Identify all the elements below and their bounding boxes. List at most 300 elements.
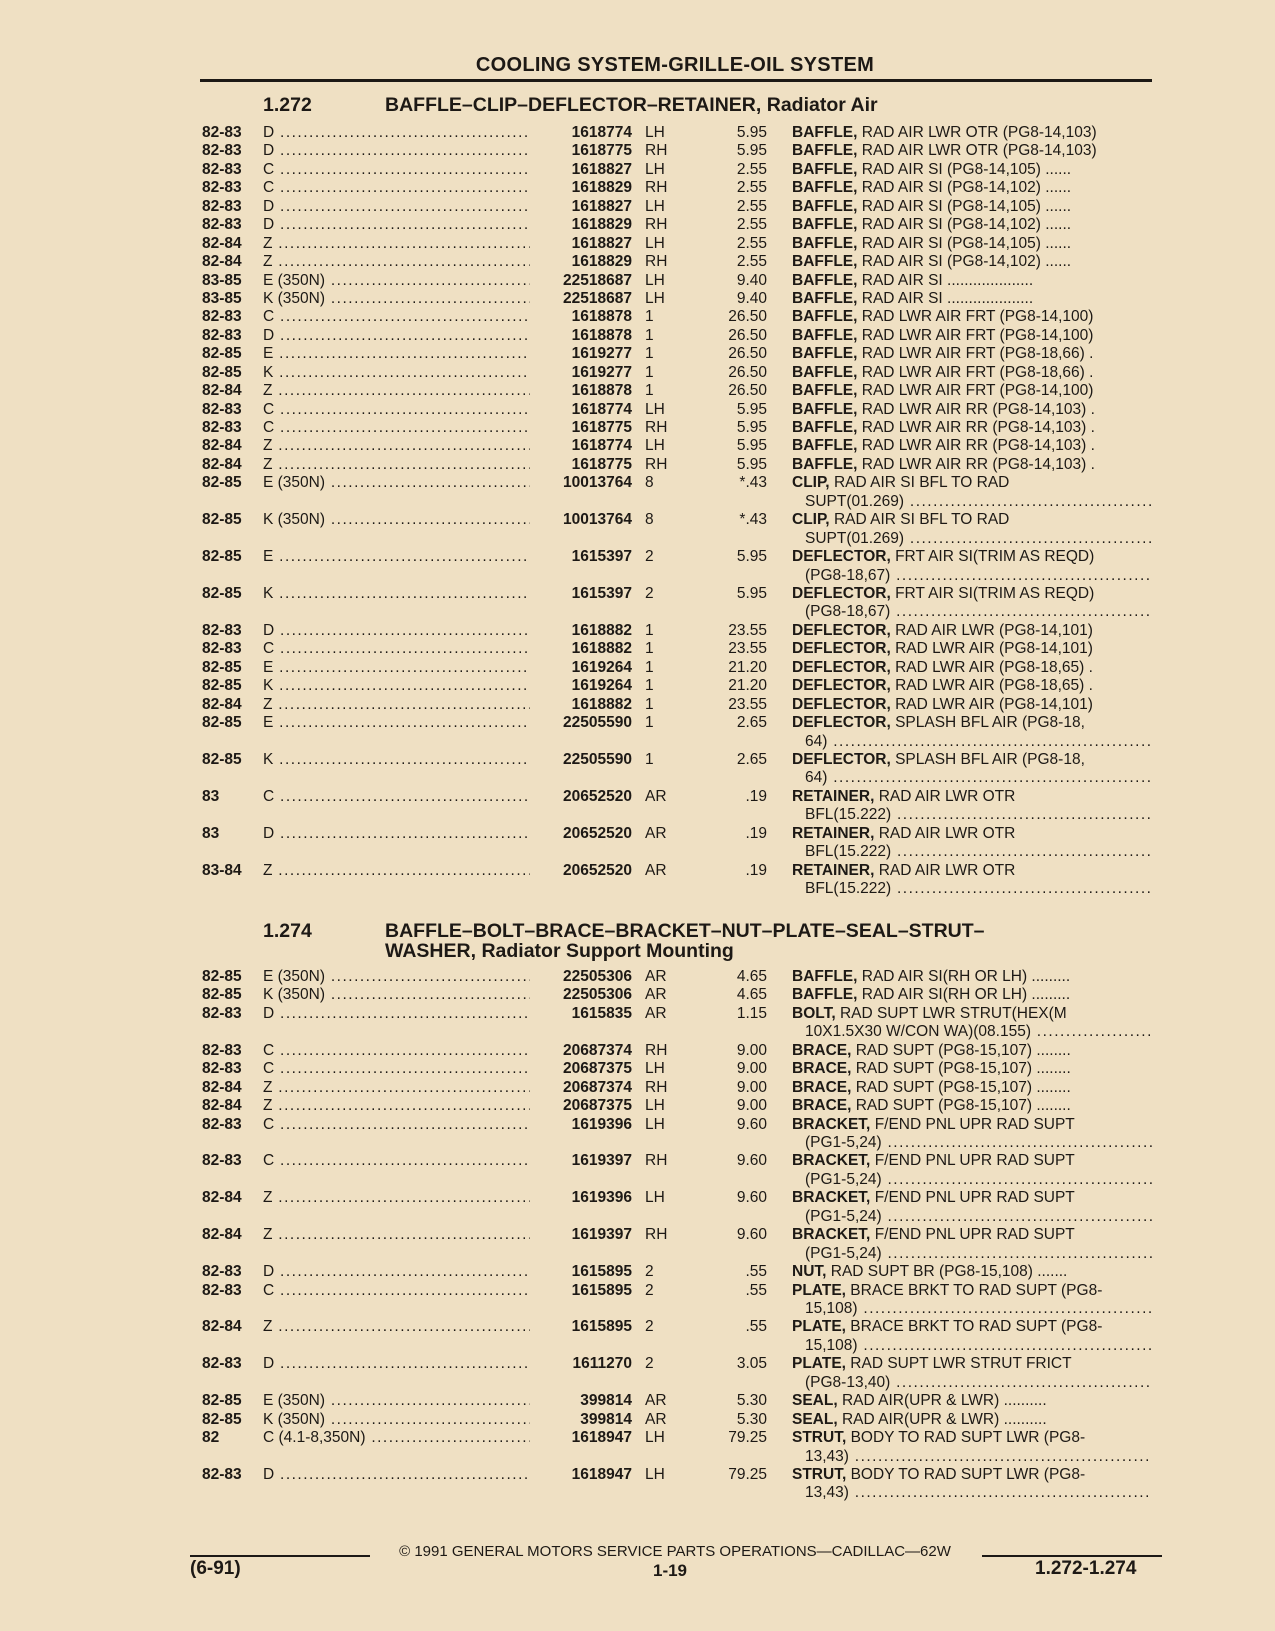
- part-name: BAFFLE,: [792, 345, 858, 363]
- part-description: [792, 548, 1152, 585]
- part-description: [792, 1429, 1152, 1466]
- part-row: [0, 161, 1275, 179]
- part-row: [0, 308, 1275, 326]
- price: 26.50: [728, 382, 767, 400]
- part-number: 10013764: [563, 511, 632, 529]
- part-name: BAFFLE,: [792, 253, 858, 271]
- part-number: 1619396: [571, 1115, 632, 1133]
- description-line-1: [792, 1097, 1071, 1114]
- part-name: BRACKET,: [792, 1189, 871, 1207]
- description-text: F/END PNL UPR RAD SUPT: [874, 1226, 1075, 1244]
- part-row: [0, 474, 1275, 511]
- part-description: [792, 862, 1152, 899]
- section-number: 1.272: [263, 94, 312, 116]
- part-number: 1618775: [571, 142, 632, 160]
- description-line-1: [792, 1079, 1071, 1096]
- part-name: NUT,: [792, 1263, 827, 1281]
- body-style: Z .....: [263, 862, 530, 880]
- body-style: E .....: [263, 548, 530, 566]
- part-name: RETAINER,: [792, 861, 875, 879]
- body-style: K (350N) .....: [263, 986, 530, 1004]
- year-range: 82-83: [202, 160, 242, 178]
- description-line-1: [792, 548, 1094, 565]
- part-name: BAFFLE,: [792, 124, 858, 141]
- part-name: DEFLECTOR,: [792, 695, 891, 713]
- part-number: 1615397: [571, 584, 632, 602]
- description-text: RAD AIR SI (PG8-14,102) ......: [861, 253, 1072, 271]
- part-description: [792, 1466, 1152, 1503]
- part-name: BAFFLE,: [792, 455, 858, 473]
- part-description: [792, 437, 1152, 455]
- part-description: [792, 585, 1152, 622]
- quantity: LH: [645, 1189, 665, 1207]
- description-text: RAD LWR AIR RR (PG8-14,103) .: [861, 400, 1095, 418]
- part-row: [0, 1079, 1275, 1097]
- part-name: CLIP,: [792, 511, 830, 529]
- quantity: LH: [645, 289, 665, 307]
- part-description: [792, 1152, 1152, 1189]
- body-style: D .....: [263, 1355, 530, 1373]
- part-number: 1611270: [572, 1355, 632, 1373]
- part-description: [792, 677, 1152, 695]
- part-name: DEFLECTOR,: [792, 584, 891, 602]
- part-name: BAFFLE,: [792, 289, 858, 307]
- price: .19: [745, 824, 767, 842]
- description-line-1: [792, 235, 1071, 252]
- quantity: RH: [645, 419, 668, 436]
- price: *.43: [739, 474, 767, 492]
- year-range: 82-85: [202, 511, 242, 529]
- year-range: 82-85: [202, 986, 242, 1004]
- part-number: 1618774: [571, 400, 632, 418]
- section-title-text: BAFFLE–CLIP–DEFLECTOR–RETAINER,: [385, 94, 762, 116]
- quantity: 1: [645, 677, 654, 695]
- year-range: 82-84: [202, 382, 242, 400]
- quantity: 1: [645, 714, 654, 732]
- price: 5.95: [736, 455, 767, 473]
- year-range: 82-85: [202, 345, 242, 363]
- description-line-1: [792, 437, 1095, 454]
- quantity: RH: [645, 1226, 668, 1244]
- price: 9.60: [736, 1189, 767, 1207]
- section-subtitle: Radiator Support Mounting: [481, 940, 734, 962]
- body-style: E (350N) .....: [263, 474, 530, 492]
- part-row: [0, 788, 1275, 825]
- part-number: 1615895: [571, 1281, 632, 1299]
- description-line-1: [792, 640, 1093, 657]
- year-range: 82-85: [202, 658, 242, 676]
- quantity: 1: [645, 621, 654, 639]
- part-number: 1619264: [571, 677, 632, 695]
- part-description: [792, 1189, 1152, 1226]
- part-number: 22505590: [563, 750, 632, 768]
- price: 2.55: [736, 179, 767, 197]
- year-range: 83-85: [202, 289, 242, 307]
- part-name: BAFFLE,: [792, 216, 858, 234]
- description-line-1: [792, 308, 1093, 325]
- part-row: [0, 456, 1275, 474]
- part-row: [0, 1005, 1275, 1042]
- body-style: C .....: [263, 179, 530, 197]
- quantity: LH: [645, 437, 665, 455]
- body-style: C (4.1-8,350N) .....: [263, 1429, 530, 1447]
- part-number: 1618882: [571, 640, 632, 658]
- part-name: BAFFLE,: [792, 271, 858, 289]
- footer-rule-right: [982, 1555, 1162, 1557]
- part-description: [792, 1226, 1152, 1263]
- description-line-2: 13,43) .....: [792, 1484, 1152, 1502]
- part-row: [0, 1466, 1275, 1503]
- year-range: 83-85: [202, 271, 242, 289]
- description-text: F/END PNL UPR RAD SUPT: [874, 1115, 1075, 1133]
- part-description: [792, 1411, 1152, 1429]
- part-row: [0, 548, 1275, 585]
- section-title: [385, 921, 1145, 961]
- part-number: 22505306: [563, 968, 632, 985]
- body-style: C .....: [263, 1152, 530, 1170]
- year-range: 82-83: [202, 1004, 242, 1022]
- body-style: D .....: [263, 142, 530, 160]
- part-row: [0, 696, 1275, 714]
- price: 9.00: [736, 1041, 767, 1059]
- body-style: Z .....: [263, 235, 530, 253]
- year-range: 82-84: [202, 234, 242, 252]
- part-number: 20687375: [563, 1060, 632, 1078]
- part-number: 1618774: [571, 437, 632, 455]
- description-text: RAD LWR AIR FRT (PG8-18,66) .: [861, 363, 1094, 381]
- body-style: E .....: [263, 345, 530, 363]
- part-number: 1615895: [571, 1263, 632, 1281]
- part-row: [0, 272, 1275, 290]
- description-text: RAD AIR SI ....................: [861, 289, 1034, 307]
- part-name: PLATE,: [792, 1318, 846, 1336]
- description-line-1: [792, 1392, 1047, 1409]
- part-number: 1619277: [571, 345, 632, 363]
- body-style: K (350N) .....: [263, 290, 530, 308]
- year-range: 82-83: [202, 124, 242, 141]
- description-text: RAD LWR AIR RR (PG8-14,103) .: [861, 437, 1095, 455]
- description-text: RAD AIR SI(RH OR LH) .........: [861, 986, 1071, 1004]
- price: 23.55: [728, 695, 767, 713]
- description-line-1: [792, 1042, 1071, 1059]
- section-title-text-2: WASHER,: [385, 940, 477, 962]
- description-line-2: 10X1.5X30 W/CON WA)(08.155) .....: [792, 1023, 1152, 1041]
- description-text: SPLASH BFL AIR (PG8-18,: [895, 750, 1085, 768]
- description-line-2: 15,108) .....: [792, 1337, 1152, 1355]
- body-style: K (350N) .....: [263, 1411, 530, 1429]
- part-name: BAFFLE,: [792, 160, 858, 178]
- price: 9.00: [736, 1097, 767, 1115]
- description-line-1: [792, 714, 1085, 731]
- part-description: [792, 474, 1152, 511]
- description-line-1: [792, 419, 1095, 436]
- part-number: 22518687: [563, 289, 632, 307]
- part-number: 20687374: [563, 1041, 632, 1059]
- price: 9.60: [736, 1115, 767, 1133]
- part-name: BAFFLE,: [792, 197, 858, 215]
- page-header-title: COOLING SYSTEM-GRILLE-OIL SYSTEM: [475, 54, 875, 76]
- part-description: [792, 968, 1152, 986]
- part-description: [792, 1005, 1152, 1042]
- description-text: RAD AIR SI ....................: [861, 271, 1034, 289]
- year-range: 82-84: [202, 455, 242, 473]
- description-text: RAD AIR SI (PG8-14,102) ......: [861, 216, 1072, 234]
- body-style: D .....: [263, 1005, 530, 1023]
- description-line-1: [792, 272, 1033, 289]
- description-text: RAD LWR AIR RR (PG8-14,103) .: [861, 455, 1095, 473]
- description-text: RAD AIR(UPR & LWR) ..........: [841, 1392, 1047, 1410]
- part-row: [0, 345, 1275, 363]
- part-description: [792, 640, 1152, 658]
- part-row: [0, 327, 1275, 345]
- description-line-2: SUPT(01.269) .....: [792, 493, 1152, 511]
- quantity: LH: [645, 1465, 665, 1483]
- body-style: K .....: [263, 364, 530, 382]
- year-range: 82-83: [202, 1263, 242, 1281]
- description-text: F/END PNL UPR RAD SUPT: [874, 1152, 1075, 1170]
- description-text: RAD AIR LWR OTR: [878, 824, 1016, 842]
- description-text: RAD AIR LWR OTR (PG8-14,103): [861, 124, 1097, 141]
- description-text: BODY TO RAD SUPT LWR (PG8-: [850, 1429, 1086, 1447]
- part-description: [792, 751, 1152, 788]
- part-number: 1618775: [571, 455, 632, 473]
- year-range: 82-83: [202, 621, 242, 639]
- price: 26.50: [728, 363, 767, 381]
- part-number: 1619397: [571, 1226, 632, 1244]
- year-range: 82-84: [202, 1097, 242, 1115]
- description-line-1: [792, 622, 1093, 639]
- quantity: AR: [645, 787, 667, 805]
- body-style: Z .....: [263, 456, 530, 474]
- year-range: 82-84: [202, 253, 242, 271]
- part-name: DEFLECTOR,: [792, 548, 891, 566]
- part-description: [792, 1079, 1152, 1097]
- body-style: C .....: [263, 1116, 530, 1134]
- part-number: 1618882: [571, 621, 632, 639]
- part-number: 1618947: [571, 1465, 632, 1483]
- section-subtitle: Radiator Air: [766, 94, 878, 116]
- part-number: 1619397: [571, 1152, 632, 1170]
- description-line-2: 15,108) .....: [792, 1300, 1152, 1318]
- description-line-2: (PG8-18,67) .....: [792, 603, 1152, 621]
- body-style: Z .....: [263, 1318, 530, 1336]
- description-line-1: [792, 179, 1071, 196]
- body-style: E .....: [263, 659, 530, 677]
- part-number: 1618878: [571, 308, 632, 326]
- description-text: RAD SUPT (PG8-15,107) ........: [855, 1078, 1071, 1096]
- part-row: [0, 1152, 1275, 1189]
- part-description: [792, 253, 1152, 271]
- year-range: 83-84: [202, 861, 242, 879]
- part-row: [0, 290, 1275, 308]
- description-line-1: [792, 862, 1015, 879]
- description-text: RAD LWR AIR (PG8-18,65) .: [895, 658, 1093, 676]
- part-row: [0, 714, 1275, 751]
- part-number: 1618775: [571, 419, 632, 436]
- price: .19: [745, 861, 767, 879]
- part-number: 20687375: [563, 1097, 632, 1115]
- part-row: [0, 401, 1275, 419]
- part-description: [792, 235, 1152, 253]
- quantity: 1: [645, 695, 654, 713]
- price: 9.00: [736, 1060, 767, 1078]
- part-number: 22505590: [563, 714, 632, 732]
- section-title-text: BAFFLE–BOLT–BRACE–BRACKET–NUT–PLATE–SEAL–STRUT–: [385, 920, 985, 942]
- part-name: DEFLECTOR,: [792, 714, 891, 732]
- description-text: FRT AIR SI(TRIM AS REQD): [895, 548, 1095, 566]
- part-row: [0, 1392, 1275, 1410]
- description-text: RAD AIR SI (PG8-14,102) ......: [861, 179, 1072, 197]
- body-style: Z .....: [263, 382, 530, 400]
- part-name: STRUT,: [792, 1465, 847, 1483]
- price: 79.25: [728, 1429, 767, 1447]
- description-line-1: [792, 401, 1095, 418]
- part-number: 1618882: [571, 695, 632, 713]
- year-range: 82-83: [202, 216, 242, 234]
- part-description: [792, 1355, 1152, 1392]
- part-name: BRACE,: [792, 1060, 852, 1078]
- quantity: LH: [645, 160, 665, 178]
- part-row: [0, 1042, 1275, 1060]
- price: 9.00: [736, 1078, 767, 1096]
- body-style: K (350N) .....: [263, 511, 530, 529]
- parts-table-1274: [0, 968, 1275, 1503]
- price: 9.60: [736, 1152, 767, 1170]
- description-line-1: [792, 825, 1015, 842]
- year-range: 82-84: [202, 437, 242, 455]
- part-name: PLATE,: [792, 1281, 846, 1299]
- quantity: AR: [645, 986, 667, 1004]
- description-line-1: [792, 986, 1070, 1003]
- part-number: 1618827: [571, 197, 632, 215]
- part-row: [0, 216, 1275, 234]
- body-style: E (350N) .....: [263, 272, 530, 290]
- quantity: RH: [645, 455, 668, 473]
- quantity: 1: [645, 308, 654, 326]
- description-line-1: [792, 364, 1093, 381]
- body-style: C .....: [263, 1282, 530, 1300]
- body-style: Z .....: [263, 1189, 530, 1207]
- year-range: 82-85: [202, 548, 242, 566]
- year-range: 82-85: [202, 677, 242, 695]
- part-number: 1618947: [571, 1429, 632, 1447]
- description-line-1: [792, 1429, 1085, 1446]
- part-description: [792, 511, 1152, 548]
- part-description: [792, 825, 1152, 862]
- quantity: RH: [645, 1078, 668, 1096]
- quantity: 2: [645, 1281, 654, 1299]
- quantity: LH: [645, 124, 665, 141]
- quantity: 2: [645, 1263, 654, 1281]
- body-style: D .....: [263, 216, 530, 234]
- price: 5.95: [736, 400, 767, 418]
- year-range: 82-84: [202, 1318, 242, 1336]
- part-number: 22518687: [563, 271, 632, 289]
- description-line-1: [792, 124, 1097, 141]
- year-range: 82-83: [202, 1041, 242, 1059]
- part-row: [0, 198, 1275, 216]
- part-description: [792, 161, 1152, 179]
- part-description: [792, 1263, 1152, 1281]
- part-row: [0, 179, 1275, 197]
- part-number: 1618827: [571, 160, 632, 178]
- part-name: BRACE,: [792, 1041, 852, 1059]
- price: 3.05: [736, 1355, 767, 1373]
- part-row: [0, 585, 1275, 622]
- description-line-1: [792, 327, 1093, 344]
- body-style: Z .....: [263, 696, 530, 714]
- part-number: 1618878: [571, 382, 632, 400]
- price: 26.50: [728, 308, 767, 326]
- quantity: RH: [645, 253, 668, 271]
- year-range: 82-84: [202, 1226, 242, 1244]
- description-text: BODY TO RAD SUPT LWR (PG8-: [850, 1465, 1086, 1483]
- description-line-2: BFL(15.222) .....: [792, 806, 1152, 824]
- part-name: CLIP,: [792, 474, 830, 492]
- part-number: 1618829: [571, 253, 632, 271]
- body-style: E (350N) .....: [263, 1392, 530, 1410]
- part-description: [792, 1392, 1152, 1410]
- body-style: C .....: [263, 419, 530, 437]
- body-style: Z .....: [263, 437, 530, 455]
- description-line-2: BFL(15.222) .....: [792, 843, 1152, 861]
- description-text: RAD AIR SI (PG8-14,105) ......: [861, 234, 1072, 252]
- description-line-2: 64) .....: [792, 769, 1152, 787]
- year-range: 82-85: [202, 1392, 242, 1410]
- part-description: [792, 788, 1152, 825]
- part-name: BAFFLE,: [792, 142, 858, 160]
- part-name: STRUT,: [792, 1429, 847, 1447]
- part-name: BOLT,: [792, 1004, 836, 1022]
- part-row: [0, 1263, 1275, 1281]
- part-row: [0, 1189, 1275, 1226]
- price: 1.15: [736, 1004, 767, 1022]
- part-number: 20652520: [563, 787, 632, 805]
- body-style: D .....: [263, 124, 530, 142]
- description-text: RAD AIR SI(RH OR LH) .........: [861, 968, 1071, 985]
- quantity: 1: [645, 345, 654, 363]
- price: 2.65: [736, 750, 767, 768]
- part-description: [792, 179, 1152, 197]
- part-number: 1615895: [571, 1318, 632, 1336]
- price: 9.40: [736, 271, 767, 289]
- description-line-2: (PG8-13,40) .....: [792, 1374, 1152, 1392]
- quantity: 8: [645, 474, 654, 492]
- price: 2.55: [736, 160, 767, 178]
- description-line-1: [792, 696, 1093, 713]
- part-description: [792, 986, 1152, 1004]
- description-text: RAD SUPT LWR STRUT FRICT: [850, 1355, 1072, 1373]
- part-name: BRACKET,: [792, 1226, 871, 1244]
- part-description: [792, 272, 1152, 290]
- year-range: 82-83: [202, 419, 242, 436]
- quantity: RH: [645, 216, 668, 234]
- part-row: [0, 124, 1275, 142]
- description-line-1: [792, 161, 1071, 178]
- part-name: BAFFLE,: [792, 400, 858, 418]
- body-style: C .....: [263, 1042, 530, 1060]
- description-line-1: [792, 253, 1071, 270]
- price: .19: [745, 787, 767, 805]
- year-range: 83: [202, 824, 220, 842]
- part-name: SEAL,: [792, 1392, 838, 1410]
- body-style: D .....: [263, 825, 530, 843]
- body-style: C .....: [263, 640, 530, 658]
- description-line-1: [792, 1152, 1075, 1169]
- part-name: PLATE,: [792, 1355, 846, 1373]
- body-style: E (350N) .....: [263, 968, 530, 986]
- quantity: RH: [645, 142, 668, 160]
